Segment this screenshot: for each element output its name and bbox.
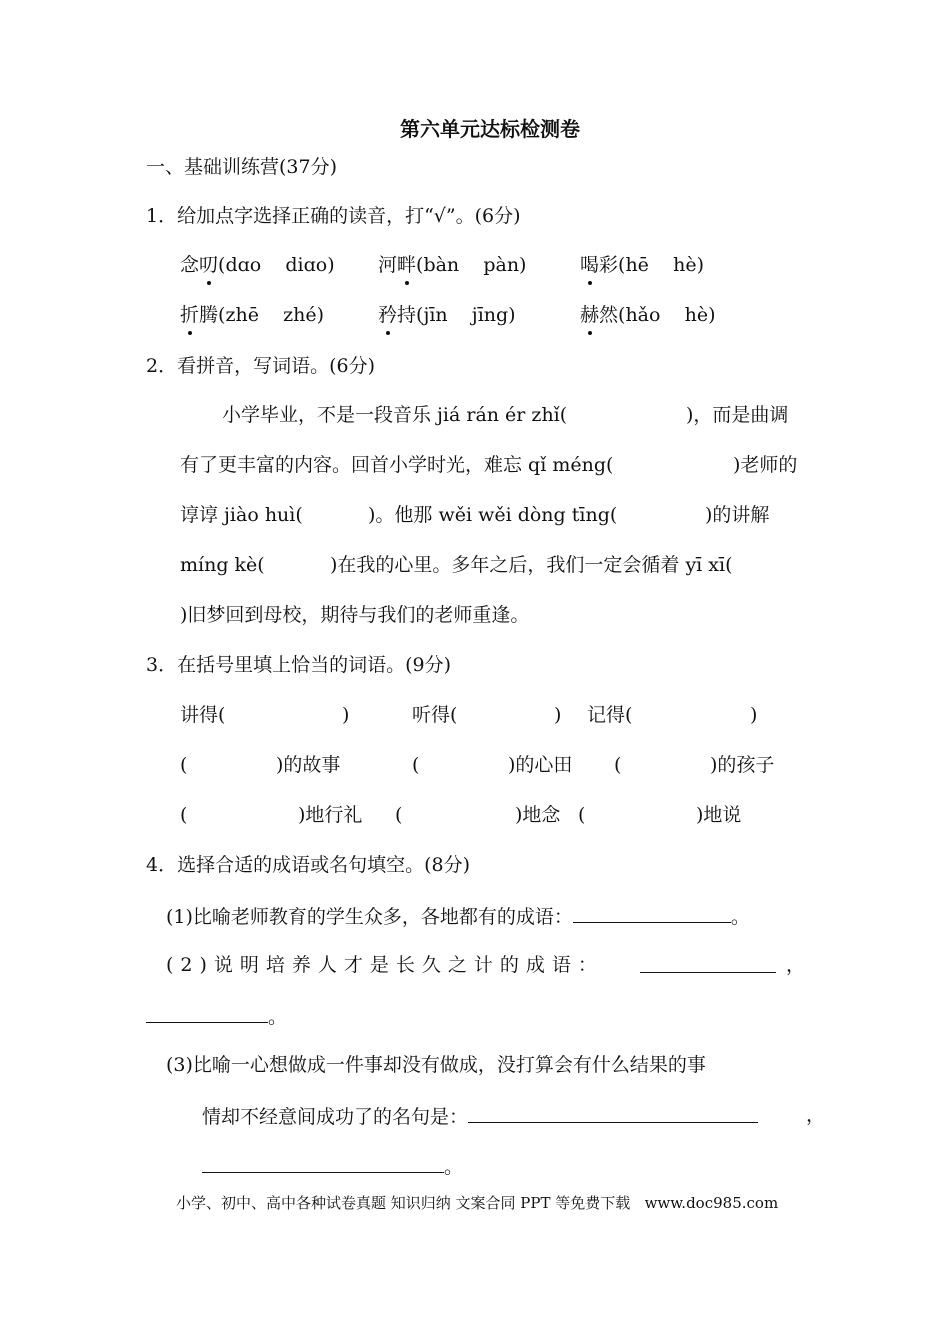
q4-part2-comma: ， (786, 954, 806, 976)
q2-line: 小学毕业，不是一段音乐 jiá rán ér zhǐ( (222, 404, 568, 426)
q4-part3-cont: 情却不经意间成功了的名句是： (202, 1102, 758, 1130)
q4-part1: (1)比喻老师教育的学生众多，各地都有的成语： 。 (166, 902, 750, 930)
q1-heading: 1．给加点字选择正确的读音，打“√”。(6分) (146, 205, 521, 227)
q3-text: )地行礼 (298, 804, 363, 826)
q3-heading: 3．在括号里填上恰当的词语。(9分) (146, 654, 452, 676)
q3-text: ( (180, 804, 188, 826)
q3-text: ( (395, 804, 403, 826)
q3-text: ( (412, 754, 420, 776)
q2-line: 谆谆 jiào huì( (180, 504, 303, 526)
q3-text: )地说 (696, 804, 742, 826)
q3-text: )的心田 (508, 754, 573, 776)
answer-blank[interactable] (146, 1002, 268, 1023)
q3-text: )地念 (515, 804, 561, 826)
q2-line: 有了更丰富的内容。回首小学时光，难忘 qǐ méng( (180, 454, 614, 476)
q3-text: ) (342, 704, 350, 726)
q3-text: 讲得( (180, 704, 226, 726)
q3-text: ( (614, 754, 622, 776)
q4-part2-cont: 。 (146, 1002, 287, 1030)
section-heading: 一、基础训练营(37分) (146, 156, 338, 178)
q4-part3-end: 。 (202, 1152, 463, 1180)
q2-line: )，而是曲调 (686, 404, 789, 426)
q2-line: )老师的 (733, 454, 798, 476)
answer-blank[interactable] (202, 1152, 444, 1173)
q3-text: 记得( (587, 704, 633, 726)
q2-line: )旧梦回到母校，期待与我们的老师重逢。 (180, 604, 530, 626)
q1-item: 赫然(hǎo hè) (580, 304, 716, 326)
q2-heading: 2．看拼音，写词语。(6分) (146, 355, 376, 377)
q2-line: )在我的心里。多年之后，我们一定会循着 yī xī( (330, 554, 733, 576)
q4-part3: (3)比喻一心想做成一件事却没有做成，没打算会有什么结果的事 (166, 1054, 706, 1076)
q3-text: 听得( (412, 704, 458, 726)
q1-item: 念叨(dɑo diɑo) (180, 254, 335, 276)
q3-text: ) (750, 704, 758, 726)
q1-item: 折腾(zhē zhé) (180, 304, 324, 326)
answer-blank[interactable] (468, 1102, 758, 1123)
q2-line: míng kè( (180, 554, 265, 576)
q1-item: 河畔(bàn pàn) (378, 254, 527, 276)
page-title: 第六单元达标检测卷 (400, 117, 580, 141)
q1-item: 矜持(jīn jīng) (378, 304, 516, 326)
q3-text: ( (180, 754, 188, 776)
q4-part2-line (640, 952, 776, 980)
q1-item: 喝彩(hē hè) (580, 254, 704, 276)
q3-text: )的故事 (276, 754, 341, 776)
q4-part2: (2)说明培养人才是长久之计的成语： (166, 954, 604, 976)
q3-text: ) (554, 704, 562, 726)
answer-blank[interactable] (640, 952, 776, 973)
q3-text: ( (578, 804, 586, 826)
q4-heading: 4．选择合适的成语或名句填空。(8分) (146, 854, 471, 876)
q2-line: )。他那 wěi wěi dòng tīng( (368, 504, 618, 526)
footer-text: 小学、初中、高中各种试卷真题 知识归纳 文案合同 PPT 等免费下载 www.doc985.com (176, 1194, 779, 1212)
q4-part3-comma: ， (806, 1104, 826, 1126)
q2-line: )的讲解 (705, 504, 770, 526)
answer-blank[interactable] (573, 902, 731, 923)
q3-text: )的孩子 (710, 754, 775, 776)
